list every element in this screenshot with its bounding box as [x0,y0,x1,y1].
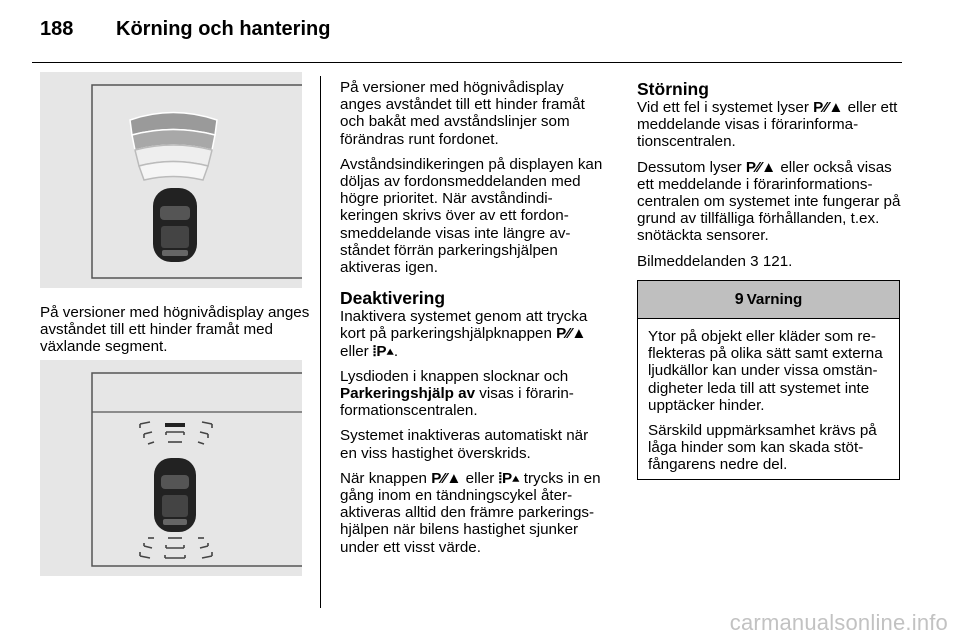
paragraph-reactivate: När knappen P⁄⁄▲ eller ⦙P▴ trycks in en gång inom en tändningscykel åter-aktiveras alltid den främre parkerings-hjälpen när bilens hastighet sjunker under ett visst värde. [340,469,601,556]
park-assist-off-label: Parkeringshjälp av [340,385,476,403]
page-title: Körning och hantering [116,18,331,40]
warning-paragraph-2: Särskild uppmärksamhet krävs på låga hinder som kan skada stöt-fångarens nedre del. [648,422,877,474]
park-assist-icon: P⁄⁄▲ [556,325,587,343]
watermark: carmanualsonline.info [729,610,948,635]
page-reference-arrow-icon: 3 [750,252,759,270]
display-frame [92,85,302,278]
page-number: 188 [40,18,74,40]
paragraph-deactivate: Inaktivera systemet genom att trycka kort på parkeringshjälpknappen P⁄⁄▲ eller ⦙P▴. [340,308,588,360]
paragraph-high-display: På versioner med högnivådisplay anges avståndet till ett hinder framåt och bakåt med avståndslinjer som förändras runt fordonet. [340,79,585,148]
paragraph-temporary: Dessutom lyser P⁄⁄▲ eller också visas ett meddelande i förarinformations-centralen om systemet inte fungerar på grund av tillfälliga förhållanden, t.ex. snötäckta sensorer. [637,158,901,245]
park-assist-alt-icon: ⦙P▴ [372,342,394,360]
paragraph-led: Lysdioden i knappen slocknar och Parkeringshjälp av visas i förarin-formationscentralen. [340,367,574,420]
paragraph-distance-hidden: Avståndsindikeringen på displayen kan döljas av fordonsmeddelanden med högre prioritet. När avståndindi-keringen skrivs över av ett fordon-smeddelande visas inte längre av-ståndet förrän parkeringshjälpen aktiveras igen. [340,155,603,277]
park-assist-icon: P⁄⁄▲ [745,158,777,176]
header-rule [32,62,902,63]
warning-title: Varning [746,291,803,308]
park-assist-icon: P⁄⁄▲ [813,99,844,116]
warning-box [637,280,900,480]
heading-deactivation: Deaktivering [340,288,446,309]
column-left [40,304,310,364]
park-assist-icon: P⁄⁄▲ [431,469,462,487]
warning-triangle-icon: 9 [734,290,744,308]
car-icon [154,458,196,532]
column-right [637,79,902,278]
paragraph-speed: Systemet inaktiveras automatiskt när en viss hastighet överskrids. [340,427,589,462]
car-icon [153,188,197,262]
column-divider [320,76,321,608]
figure1-caption: På versioner med högnivådisplay anges avståndet till ett hinder framåt med växlande segment. [40,304,310,356]
paragraph-fault: Vid ett fel i systemet lyser P⁄⁄▲ eller ett meddelande visas i förarinforma-tionscentralen. [637,99,898,151]
paragraph-vehicle-messages: Bilmeddelanden 3 121. [637,252,793,270]
page-header [40,18,330,48]
warning-body [638,319,899,474]
column-middle [340,79,606,564]
distance-lines-illustration [40,360,302,576]
heading-fault: Störning [637,79,709,99]
park-assist-alt-icon: ⦙P▴ [498,469,520,487]
figure-distance-lines [40,360,302,576]
figure-forward-segments [40,72,302,288]
warning-header [638,281,899,319]
warning-paragraph-1: Ytor på objekt eller kläder som re-flekteras på olika sätt samt externa ljudkällor kan under vissa omstän-digheter leda till att systemet inte upptäcker hinder. [648,328,883,414]
forward-segments-illustration [40,72,302,288]
segment-closest [139,162,208,181]
